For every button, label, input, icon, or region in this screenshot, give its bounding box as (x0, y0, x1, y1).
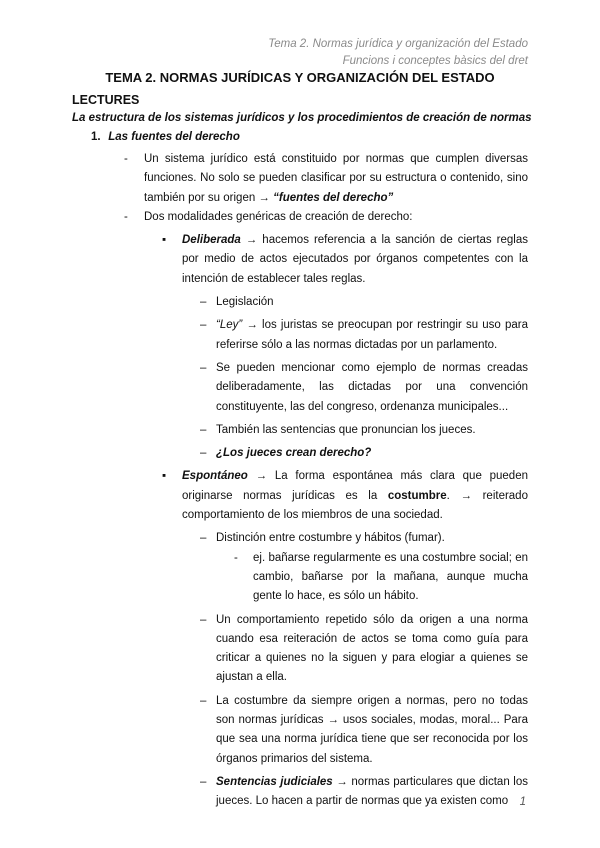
text-segment: Espontáneo (182, 470, 248, 483)
text-segment: También las sentencias que pronuncian los jueces. (216, 423, 476, 436)
list-item-level-3 (0, 692, 600, 769)
bullet-marker: - (234, 551, 238, 564)
list-item-text (216, 611, 528, 688)
bullet-marker: – (200, 361, 207, 374)
text-segment: Dos modalidades genéricas de creación de derecho: (144, 210, 413, 223)
list-item-text (144, 208, 528, 227)
running-header (268, 36, 528, 70)
reading-subtitle: La estructura de los sistemas jurídicos y los procedimientos de creación de normas (72, 112, 532, 124)
list-item-text (216, 293, 528, 312)
document-body (0, 150, 600, 812)
section-number: 1. (91, 131, 101, 143)
bullet-marker: - (124, 153, 128, 165)
text-segment: costumbre (387, 489, 447, 502)
text-segment: → normas particulares que dictan los jueces. Lo hacen a partir de normas que ya existen como (216, 775, 528, 808)
list-item-text (144, 150, 528, 208)
bullet-marker: - (124, 210, 128, 223)
bullet-marker: – (200, 613, 207, 626)
list-item-level-3 (0, 359, 600, 417)
bullet-marker: – (200, 532, 207, 545)
bullet-marker: ▪ (162, 234, 167, 247)
document-title: TEMA 2. NORMAS JURÍDICAS Y ORGANIZACIÓN DEL ESTADO (105, 70, 495, 85)
list-item-text (216, 444, 528, 463)
list-item-text (216, 421, 528, 440)
list-item-level-3 (0, 316, 600, 355)
section-title: Las fuentes del derecho (108, 131, 240, 143)
text-segment: → los juristas se preocupan por restringir su uso para referirse sólo a las normas dictadas por un parlamento. (216, 319, 528, 351)
bullet-marker: – (200, 319, 207, 332)
header-line-2: Funcions i conceptes bàsics del dret (342, 55, 528, 67)
text-segment: Se pueden mencionar como ejemplo de normas creadas deliberadamente, las dictadas por una convención constituyente, las del congreso, ordenanza municipales... (216, 361, 528, 413)
list-item-level-3 (0, 421, 600, 440)
list-item-text (182, 467, 528, 525)
list-item-text (216, 316, 528, 355)
text-segment: Un comportamiento repetido sólo da origen a una norma cuando esa reiteración de actos se toma como guía para criticar a quienes no la siguen y para elogiar a quienes se ajustan a ella. (216, 613, 528, 684)
bullet-marker: – (200, 447, 207, 460)
bullet-marker: – (200, 694, 207, 707)
text-segment: Deliberada (182, 234, 241, 247)
list-item-text (216, 692, 528, 769)
list-item-text (253, 549, 528, 607)
text-segment: . → reiterado comportamiento de los miembros de una sociedad. (182, 489, 528, 522)
list-item-text (216, 529, 528, 548)
list-item-text (216, 359, 528, 417)
text-segment: → La forma espontánea más clara que pueden originarse normas jurídicas es la (182, 470, 528, 502)
text-segment: Sentencias judiciales (216, 775, 333, 788)
bullet-marker: ▪ (162, 470, 167, 483)
section-heading-lectures: LECTURES (72, 93, 140, 107)
bullet-marker: – (200, 775, 207, 788)
list-item-level-2 (0, 467, 600, 525)
text-segment: Legislación (216, 296, 274, 309)
text-segment: Un sistema jurídico está constituido por normas que cumplen diversas funciones. No solo se pueden clasificar por su estructura o contenido, sino también por su origen → (144, 153, 528, 204)
text-segment: La costumbre da siempre origen a normas, pero no todas son normas jurídicas → usos sociales, modas, moral... Para que sea una norma jurídica tiene que ser reconocida por los órganos primarios del sistema. (216, 694, 528, 765)
list-item-text (182, 231, 528, 289)
list-item-level-3 (0, 611, 600, 688)
text-segment: “fuentes del derecho” (273, 191, 394, 204)
text-segment: “Ley” (216, 319, 243, 332)
text-segment: ej. bañarse regularmente es una costumbre social; en cambio, bañarse por la mañana, aunque mucha gente lo hace, es sólo un hábito. (253, 551, 528, 603)
list-item-text (216, 773, 528, 812)
list-item-level-3 (0, 773, 600, 812)
text-segment: ¿Los jueces crean derecho? (216, 447, 372, 460)
list-item-level-1 (0, 150, 600, 208)
text-segment: Distinción entre costumbre y hábitos (fumar). (216, 532, 445, 545)
bullet-marker: – (200, 423, 207, 436)
bullet-marker: – (200, 296, 207, 309)
list-item-level-3 (0, 529, 600, 548)
list-item-level-2 (0, 231, 600, 289)
list-item-level-1 (0, 208, 600, 227)
text-segment: → hacemos referencia a la sanción de ciertas reglas por medio de actos ejecutados por órganos competentes con la intención de establecer tales reglas. (182, 234, 528, 285)
section-heading (91, 131, 240, 143)
page-number: 1 (519, 796, 526, 808)
list-item-level-4 (0, 549, 600, 607)
list-item-level-3 (0, 444, 600, 463)
list-item-level-3 (0, 293, 600, 312)
header-line-1: Tema 2. Normas jurídica y organización del Estado (268, 38, 528, 50)
